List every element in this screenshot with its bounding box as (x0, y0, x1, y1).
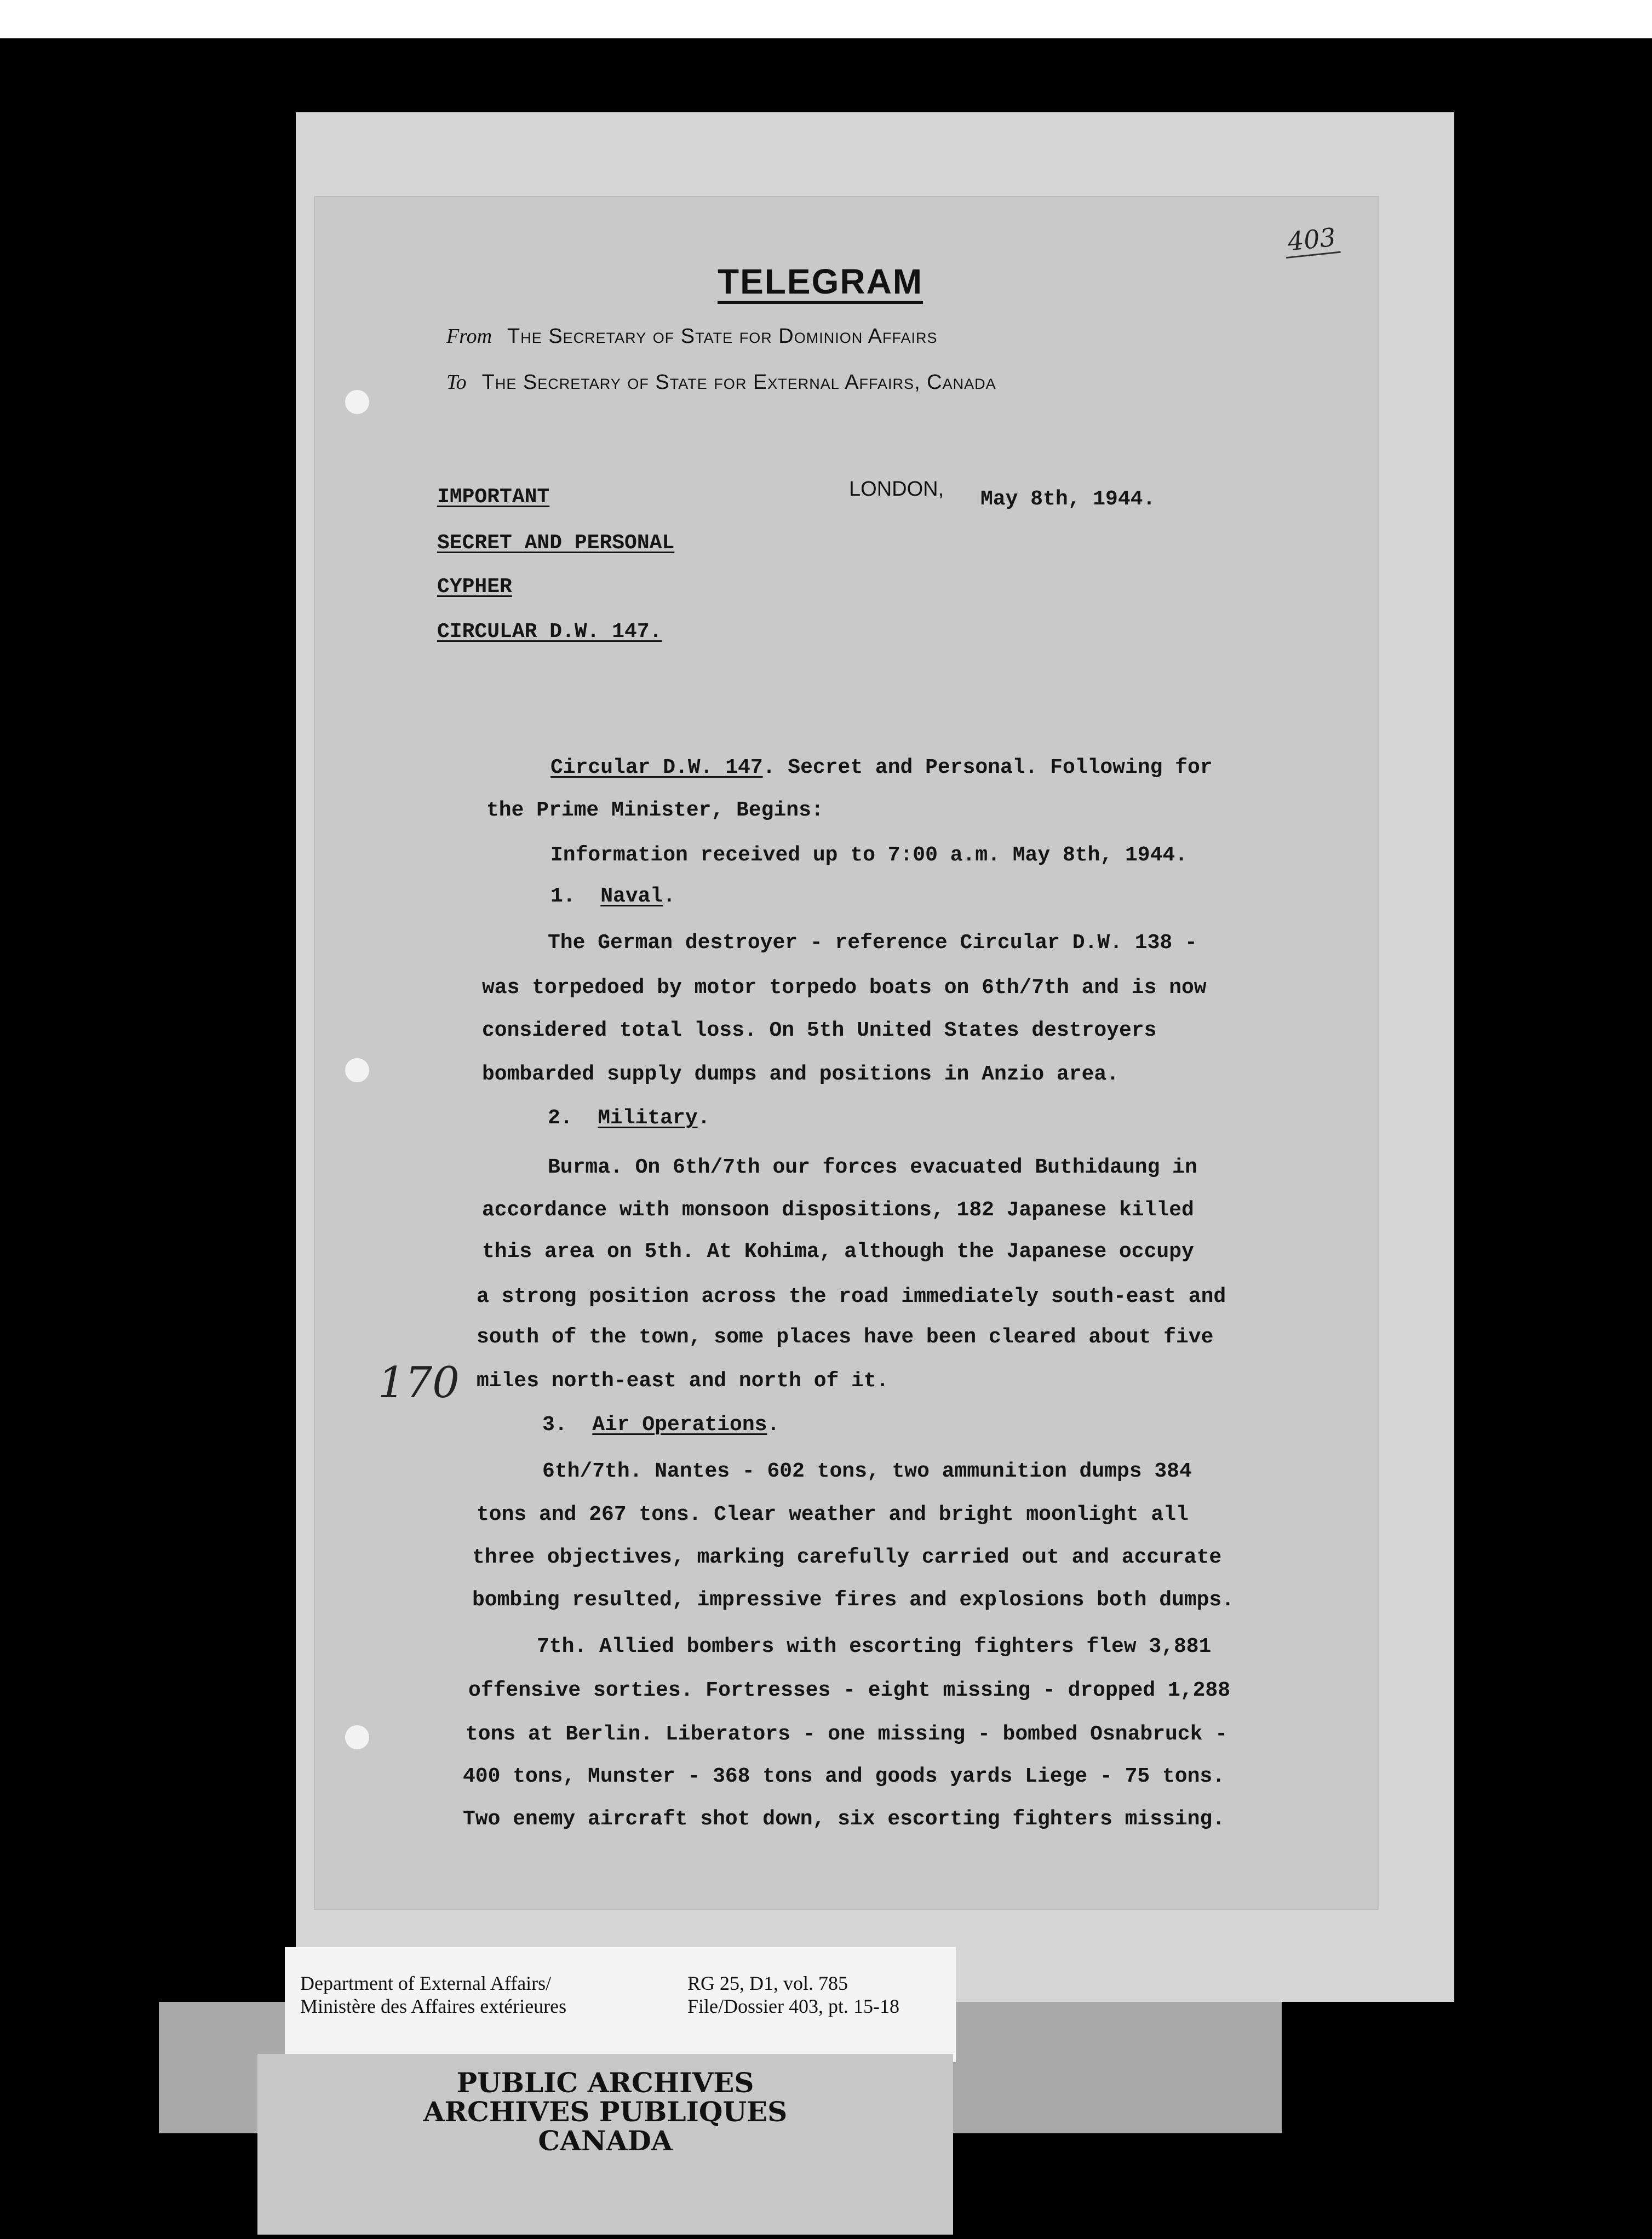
body-line: offensive sorties. Fortresses - eight missing - dropped 1,288 (468, 1679, 1231, 1702)
punch-hole (345, 1058, 369, 1082)
classification-important: IMPORTANT (437, 485, 550, 509)
classification-secret: SECRET AND PERSONAL (437, 531, 675, 555)
body-line: The German destroyer - reference Circular D.W. 138 - (548, 931, 1197, 955)
stamp-line-fr: ARCHIVES PUBLIQUES (423, 2096, 788, 2128)
margin-annotation: 170 (378, 1358, 460, 1408)
body-line: tons and 267 tons. Clear weather and bright moonlight all (477, 1503, 1189, 1526)
info-line: Information received up to 7:00 a.m. May 8th, 1944. (550, 843, 1188, 867)
body-line: Burma. On 6th/7th our forces evacuated Buthidaung in (548, 1156, 1197, 1179)
circular-reference: Circular D.W. 147 (550, 756, 763, 779)
to-line (446, 370, 996, 394)
archive-dept-en: Department of External Affairs/ (300, 1972, 552, 1994)
dateline-date: May 8th, 1944. (980, 487, 1156, 511)
body-line: south of the town, some places have been cleared about five (477, 1325, 1214, 1349)
body-line: miles north-east and north of it. (477, 1369, 889, 1393)
classification-cypher: CYPHER (437, 575, 512, 599)
stamp-line-country: CANADA (538, 2125, 673, 2157)
body-line: 6th/7th. Nantes - 602 tons, two ammunition dumps 384 (542, 1460, 1192, 1483)
to-text: The Secretary of State for External Affairs, Canada (481, 371, 996, 394)
stamp-line-en: PUBLIC ARCHIVES (456, 2066, 754, 2099)
to-label: To (446, 371, 467, 394)
punch-hole (345, 390, 369, 414)
body-line: bombarded supply dumps and positions in Anzio area. (482, 1063, 1119, 1086)
archive-ref-rg: RG 25, D1, vol. 785 (687, 1972, 848, 1994)
body-line: a strong position across the road immediately south-east and (477, 1285, 1226, 1308)
body-line: considered total loss. On 5th United States destroyers (482, 1019, 1157, 1042)
section-heading-naval: 1. Naval. (550, 885, 676, 908)
body-line: 7th. Allied bombers with escorting fighters flew 3,881 (537, 1635, 1212, 1658)
body-line: Two enemy aircraft shot down, six escorting fighters missing. (463, 1807, 1225, 1831)
section-heading-military: 2. Military. (548, 1106, 710, 1130)
section-heading-air: 3. Air Operations. (542, 1413, 780, 1437)
from-label: From (446, 325, 492, 348)
body-line: bombing resulted, impressive fires and explosions both dumps. (472, 1588, 1235, 1612)
body-line: 400 tons, Munster - 368 tons and goods yards Liege - 75 tons. (463, 1765, 1225, 1788)
intro-line-2: the Prime Minister, Begins: (486, 799, 824, 822)
dateline-place: LONDON, (849, 478, 944, 501)
body-line: this area on 5th. At Kohima, although the Japanese occupy (482, 1240, 1194, 1264)
classification-circular: CIRCULAR D.W. 147. (437, 620, 662, 644)
body-line: three objectives, marking carefully carried out and accurate (472, 1546, 1222, 1569)
document-title: TELEGRAM (718, 262, 923, 304)
body-line: was torpedoed by motor torpedo boats on 6th/7th and is now (482, 976, 1207, 1000)
punch-hole (345, 1725, 369, 1749)
body-line: accordance with monsoon dispositions, 182 Japanese killed (482, 1198, 1194, 1222)
archive-dept-fr: Ministère des Affaires extérieures (300, 1995, 567, 2017)
body-line: tons at Berlin. Liberators - one missing - bombed Osnabruck - (466, 1723, 1228, 1746)
top-border (0, 0, 1652, 38)
intro-line: Circular D.W. 147. Secret and Personal. Following for (550, 756, 1213, 779)
folio-number: 403 (1283, 222, 1340, 259)
archive-ref-file: File/Dossier 403, pt. 15-18 (687, 1995, 899, 2017)
from-line (446, 324, 938, 348)
from-text: The Secretary of State for Dominion Affairs (507, 325, 938, 348)
